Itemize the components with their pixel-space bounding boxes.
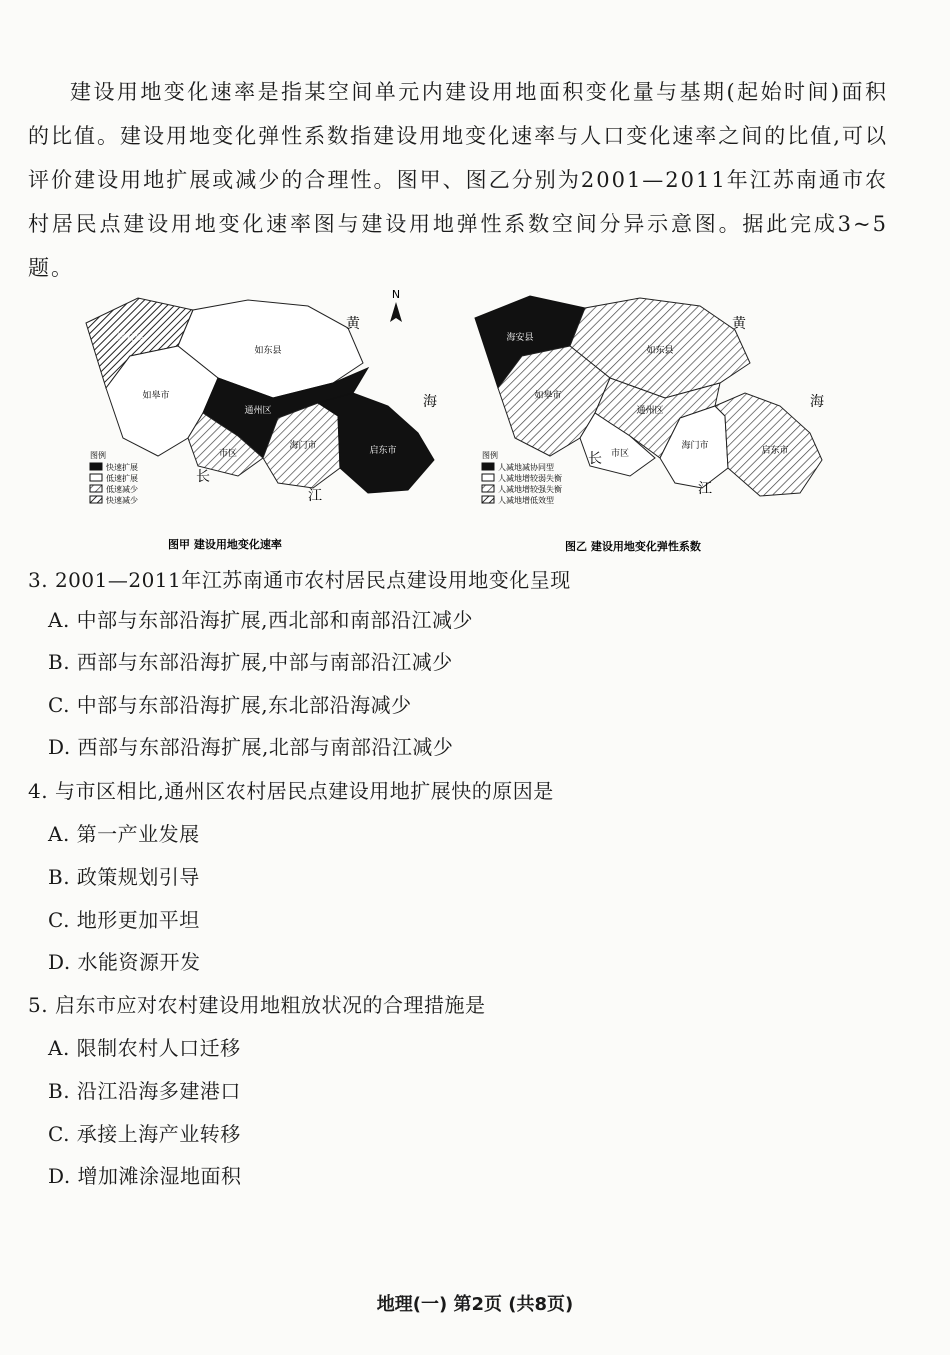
place-haian-b: 海安县 [506,333,534,343]
place-shiqu-a: 市区 [218,449,238,459]
intro-paragraph: 建设用地变化速率是指某空间单元内建设用地面积变化量与基期(起始时间)面积的比值。建设用地变化弹性系数指建设用地变化速率与人口变化速率之间的比值,可以评价建设用地扩展或减少的合理性。图甲、图乙分别为2001—2011年江苏南通市农村居民点建设用地变化速率图与建设用地弹性系数空间分异示意图。据此完成3~5题。 [28,80,888,280]
river-label-a1: 长 [196,469,210,485]
map-a [86,288,437,551]
legend-a-item-2: 低速减少 [106,485,138,494]
legend-b-item-1: 人减地增较弱失衡 [498,474,562,483]
question-4-option-a: A. 第一产业发展 [48,822,200,846]
caption-a: 图甲 建设用地变化速率 [168,538,282,551]
question-3-stem: 3. 2001—2011年江苏南通市农村居民点建设用地变化呈现 [28,568,571,592]
place-qidong-b: 启东市 [761,446,789,456]
question-4-option-c: C. 地形更加平坦 [48,908,200,932]
legend-b [482,450,562,505]
north-arrow-icon [390,288,402,322]
sea-label-a2: 海 [423,394,437,410]
question-3-option-c: C. 中部与东部沿海扩展,东北部沿海减少 [48,693,412,717]
legend-a-item-3: 快速减少 [106,496,138,505]
question-5-option-a: A. 限制农村人口迁移 [48,1036,241,1060]
legend-a [90,450,138,505]
maps-svg [78,288,838,560]
place-tongzhou-a: 通州区 [244,406,272,416]
svg-text:图例: 图例 [482,451,498,460]
river-label-b1: 长 [588,451,602,467]
question-3-option-b: B. 西部与东部沿海扩展,中部与南部沿江减少 [48,650,453,674]
figure-maps [78,288,838,560]
legend-b-item-0: 人减地减协同型 [498,463,554,472]
place-haian-a: 海安县 [116,333,144,343]
place-rudong-b: 如东县 [646,346,674,356]
river-label-b2: 江 [698,481,712,497]
svg-text:图例: 图例 [90,451,106,460]
place-rudong-a: 如东县 [254,346,282,356]
question-5-option-d: D. 增加滩涂湿地面积 [48,1164,242,1188]
legend-b-item-2: 人减地增较强失衡 [498,485,562,494]
page-footer: 地理(一) 第2页 (共8页) [376,1294,574,1315]
question-5-option-b: B. 沿江沿海多建港口 [48,1079,241,1103]
svg-text:N: N [391,288,401,301]
place-tongzhou-b: 通州区 [636,406,664,416]
sea-label-b2: 海 [810,394,824,410]
sea-label-a1: 黄 [346,316,360,332]
map-b [475,296,824,553]
question-3-option-d: D. 西部与东部沿海扩展,北部与南部沿江减少 [48,735,454,759]
question-5-stem: 5. 启东市应对农村建设用地粗放状况的合理措施是 [28,993,486,1017]
sea-label-b1: 黄 [732,316,746,332]
question-4-option-b: B. 政策规划引导 [48,865,200,889]
question-4-stem: 4. 与市区相比,通州区农村居民点建设用地扩展快的原因是 [28,779,554,803]
legend-a-item-0: 快速扩展 [106,463,138,472]
question-4-option-d: D. 水能资源开发 [48,950,201,974]
place-qidong-a: 启东市 [369,446,397,456]
river-label-a2: 江 [308,488,322,504]
place-haimen-b: 海门市 [681,441,709,451]
question-3-option-a: A. 中部与东部沿海扩展,西北部和南部沿江减少 [48,608,474,632]
legend-a-item-1: 低速扩展 [106,474,138,483]
legend-b-item-3: 人减地增低效型 [498,496,554,505]
place-rugao-a: 如皋市 [142,391,170,401]
question-5-option-c: C. 承接上海产业转移 [48,1122,241,1146]
caption-b: 图乙 建设用地变化弹性系数 [565,540,701,553]
region-qidong-b [715,393,822,496]
place-shiqu-b: 市区 [610,449,630,459]
place-rugao-b: 如皋市 [534,391,562,401]
place-haimen-a: 海门市 [289,441,317,451]
